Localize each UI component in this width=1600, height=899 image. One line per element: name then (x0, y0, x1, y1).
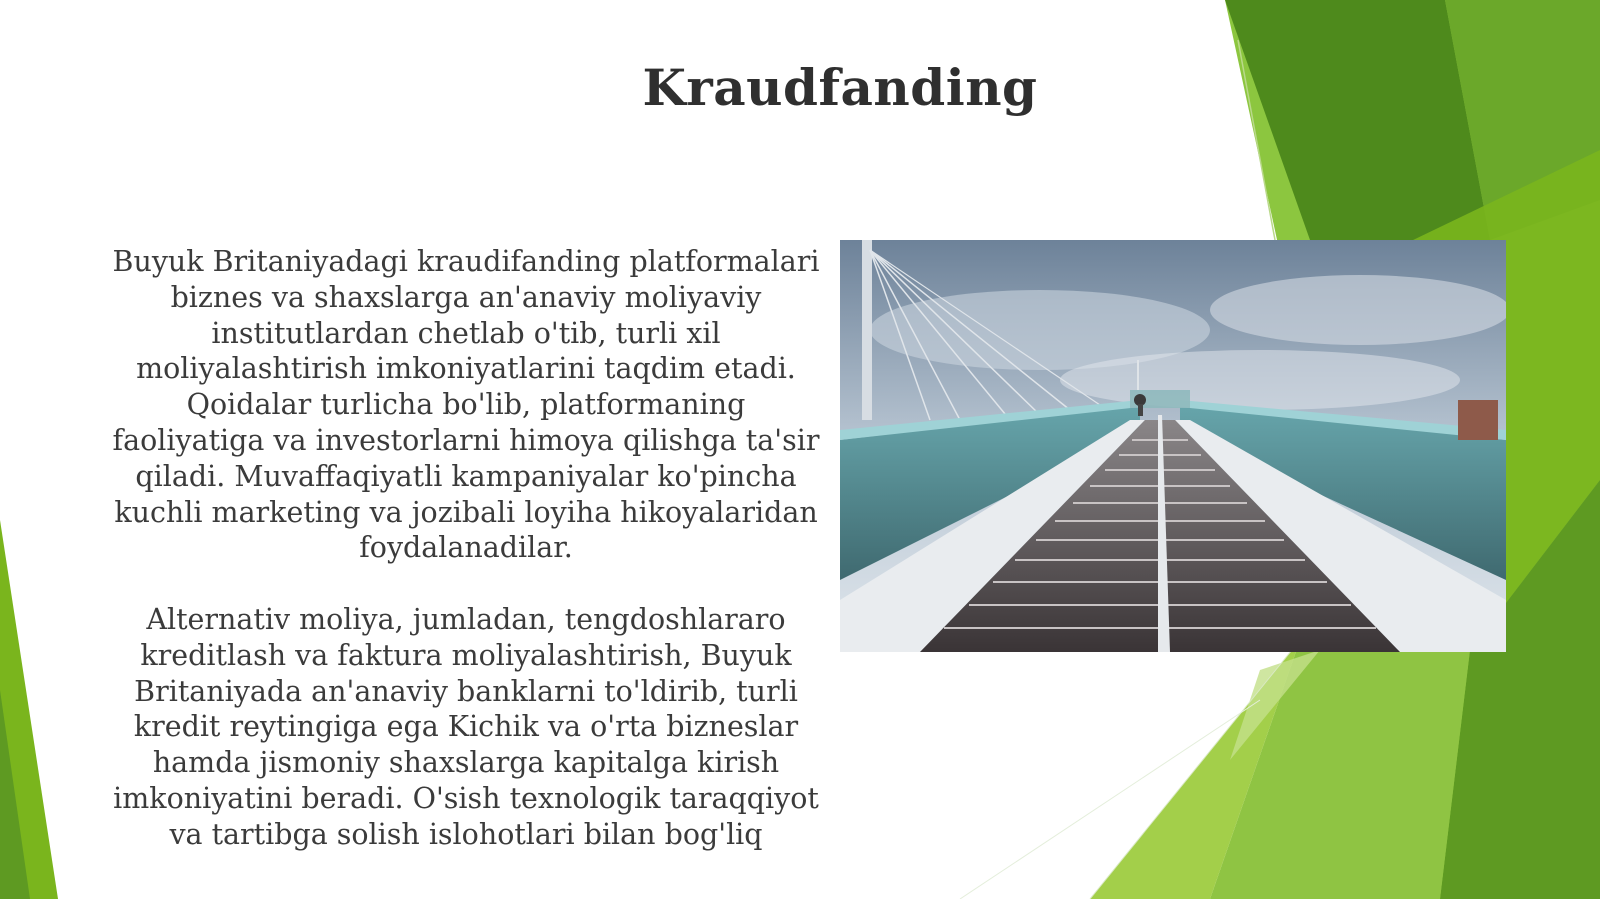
slide-body-text (108, 244, 824, 853)
paragraph-2: Alternativ moliya, jumladan, tengdoshlararo kreditlash va faktura moliyalashtirish, Buyuk Britaniyada an'anaviy banklarni to'ldirib, turli kredit reytingiga ega Kichik va o'rta bizneslar hamda jismoniy shaxslarga kapitalga kirish imkoniyatini beradi. O'sish texnologik taraqqiyot va tartibga solish islohotlari bilan bog'liq (113, 602, 819, 851)
paragraph-1: Buyuk Britaniyadagi kraudifanding platformalari biznes va shaxslarga an'anaviy moliyaviy institutlardan chetlab o'tib, turli xil moliyalashtirish imkoniyatlarini taqdim etadi. Qoidalar turlicha bo'lib, platformaning faoliyatiga va investorlarni himoya qilishga ta'sir qiladi. Muvaffaqiyatli kampaniyalar ko'pincha kuchli marketing va jozibali loyiha hikoyalaridan foydalanadilar. (112, 245, 820, 565)
staircase-photo (840, 240, 1506, 652)
slide-title: Kraudfanding (642, 58, 1038, 117)
